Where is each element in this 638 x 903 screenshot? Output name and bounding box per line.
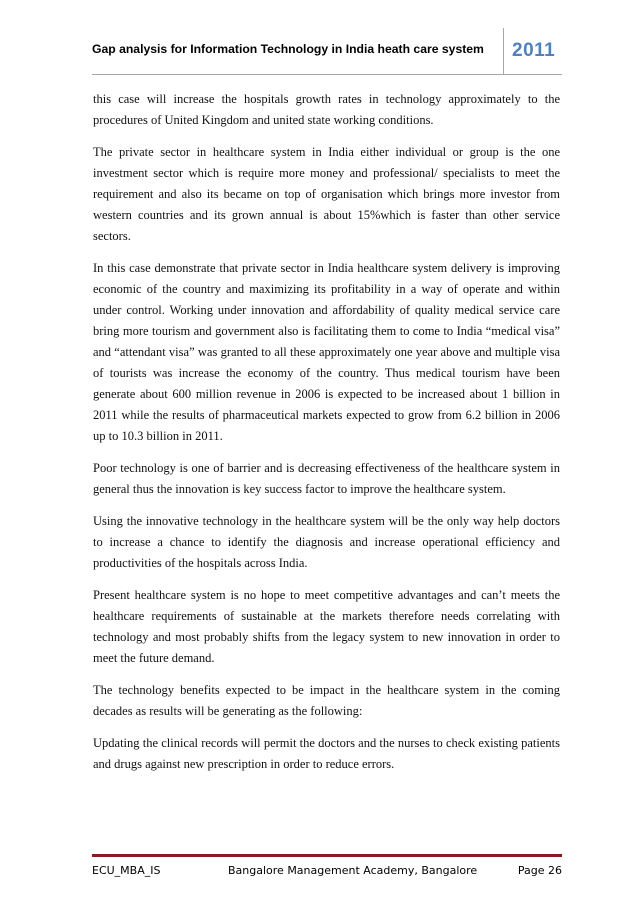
document-title: Gap analysis for Information Technology in India heath care system: [92, 42, 484, 56]
paragraph: In this case demonstrate that private sector in India healthcare system delivery is improving economic of the country and maximizing its profitability in a way of operate and within under control. Working under innovation and affordability of quality medical service care bring more tourism and government also is facilitating them to come to India “medical visa” and “attendant visa” was granted to all these approximately one year above and multiple visa of tourists was increase the economy of the country. Thus medical tourism have been generate about 600 million revenue in 2006 is expected to be increased about 1 billion in 2011 while the results of pharmaceutical markets expected to grow from 6.2 billion in 2006 up to 10.3 billion in 2011.: [93, 261, 560, 443]
footer-rule: [92, 854, 562, 857]
page-body: [93, 89, 560, 786]
paragraph: this case will increase the hospitals growth rates in technology approximately to the procedures of United Kingdom and united state working conditions.: [93, 92, 560, 127]
footer-institution: Bangalore Management Academy, Bangalore: [228, 864, 478, 877]
paragraph: Using the innovative technology in the healthcare system will be the only way help doctors to increase a chance to identify the diagnosis and increase operational efficiency and productivities of the hospitals across India.: [93, 514, 560, 570]
paragraph: The technology benefits expected to be impact in the healthcare system in the coming decades as results will be generating as the following:: [93, 683, 560, 718]
paragraph: Present healthcare system is no hope to meet competitive advantages and can’t meets the healthcare requirements of sustainable at the markets therefore needs correlating with technology and most probably shifts from the legacy system to new innovation in order to meet the future demand.: [93, 588, 560, 665]
page-header: [92, 28, 562, 74]
header-divider: [503, 28, 504, 74]
document-year: 2011: [512, 40, 556, 61]
header-rule: [92, 74, 562, 75]
paragraph: The private sector in healthcare system in India either individual or group is the one investment sector which is require more money and professional/ specialists to meet the requirement and also its became on top of organisation which brings more investor from western countries and its grown annual is about 15%which is faster than other service sectors.: [93, 145, 560, 243]
paragraph: Updating the clinical records will permit the doctors and the nurses to check existing patients and drugs against new prescription in order to reduce errors.: [93, 736, 560, 771]
page-footer: [92, 864, 562, 882]
paragraph: Poor technology is one of barrier and is decreasing effectiveness of the healthcare system in general thus the innovation is key success factor to improve the healthcare system.: [93, 461, 560, 496]
page-number: Page 26: [517, 864, 562, 877]
footer-course-code: ECU_MBA_IS: [92, 864, 161, 877]
